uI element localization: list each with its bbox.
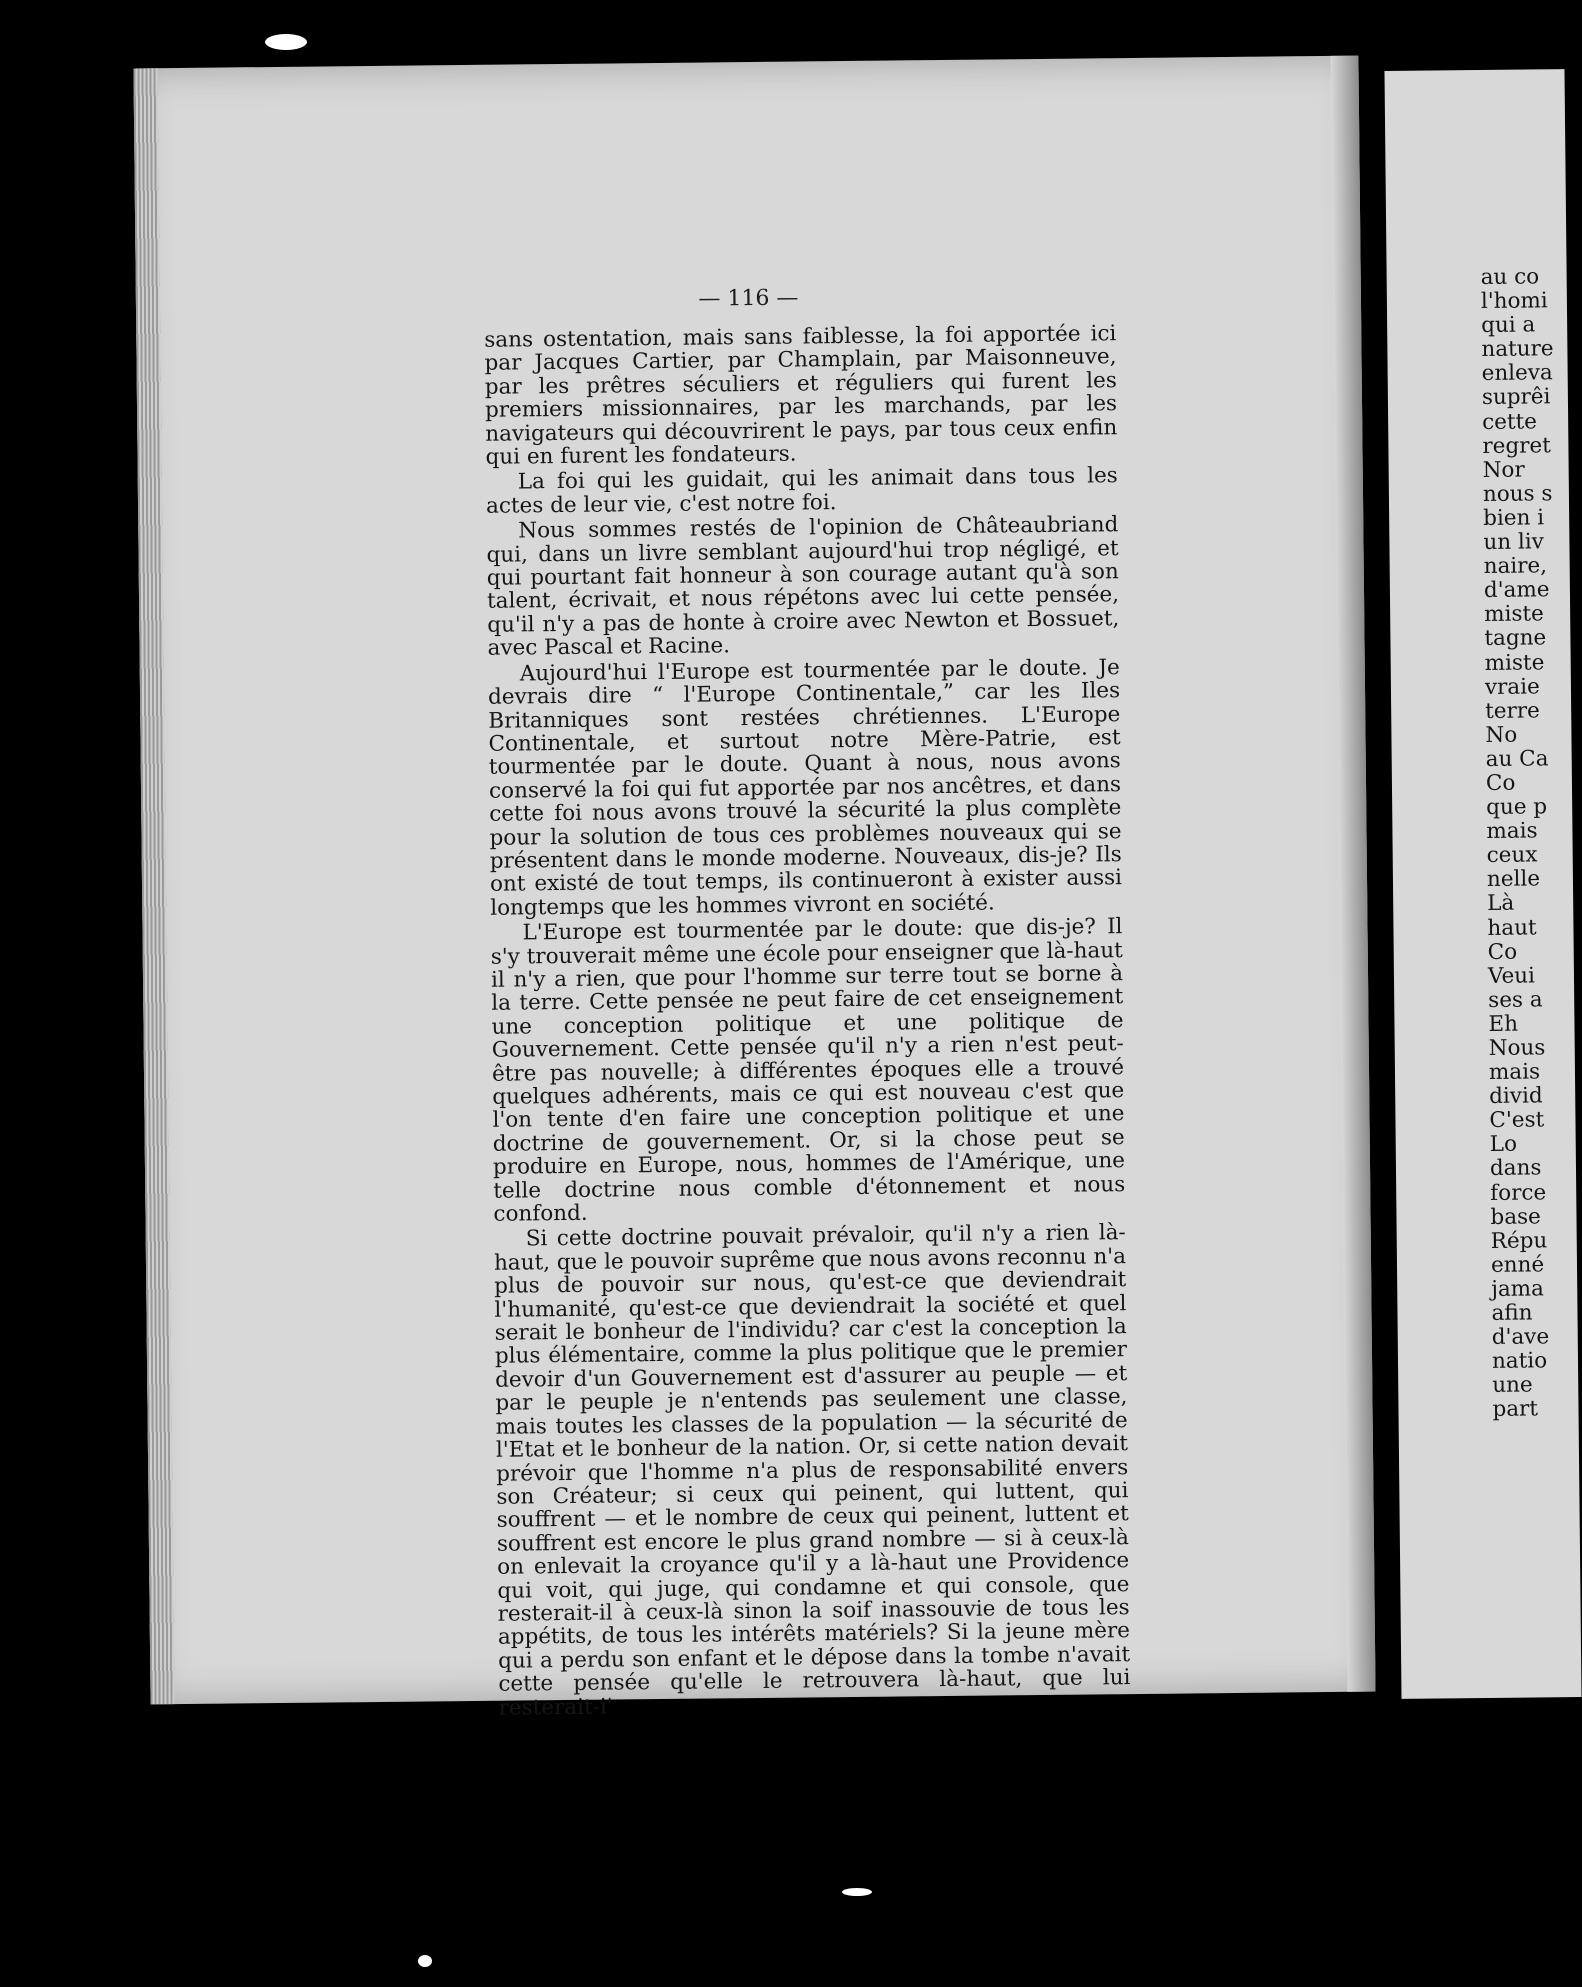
right-page-line: afin	[1491, 1300, 1533, 1326]
right-page-line: l'homi	[1480, 288, 1548, 315]
paragraph-6: Si cette doctrine pouvait prévaloir, qu'il n'y a rien là-haut, que le pouvoir suprême que nous avons reconnu n'a plus de pouvoir sur nous, qu'est-ce que deviendrait l'humanité, qu'est-ce que deviendrait la société et quel serait le bonheur de l'individu? car c'est la conception la plus élémentaire, comme la plus politique que le premier devoir d'un Gouvernement est d'assurer au peuple — et par le peuple je n'entends pas seulement une classe, mais toutes les classes de la population — la sécurité de l'Etat et le bonheur de la nation. Or, si cette nation devait prévoir que l'homme n'a plus de responsabilité envers son Créateur; si ceux qui peinent, qui luttent, qui souffrent — et le nombre de ceux qui peinent, luttent et souffrent est encore le plus grand nombre — si à ceux-là on enlevait la croyance qu'il y a là-haut une Providence qui voit, qui juge, qui condamne et qui console, que resterait-il à ceux-là sinon la soif inassouvie de tous les appétits, de tous les intérêts matériels? Si la jeune mère qui a perdu son enfant et le dépose dans la tombe n'avait cette pensée qu'elle le retrouvera là-haut, que lui resterait-i'	[493, 1220, 1131, 1721]
right-page-line: cette	[1482, 408, 1538, 435]
right-page-line: ceux	[1486, 842, 1538, 869]
right-page-line: dans	[1489, 1155, 1542, 1182]
right-page-line: force	[1490, 1179, 1547, 1206]
right-page-line: d'ame	[1483, 577, 1550, 604]
paragraph-1: sans ostentation, mais sans faiblesse, la foi apportée ici par Jacques Cartier, par Champlain, par Maisonneuve, par les prêtres séculiers et réguliers qui furent les premiers missionnaires, par les marchands, par les navigateurs qui découvrirent le pays, par tous ceux enfin qui en furent les fondateurs.	[484, 321, 1118, 470]
right-page-line: part	[1492, 1396, 1539, 1423]
right-page-line: mais	[1488, 1059, 1541, 1086]
right-page-line: tagne	[1484, 625, 1547, 652]
right-page-line: qui a	[1481, 312, 1536, 339]
paragraph-4: Aujourd'hui l'Europe est tourmentée par le doute. Je devrais dire “ l'Europe Continentale,” car les Iles Britanniques sont restées chrétiennes. L'Europe Continentale, et surtout notre Mère-Patrie, est tourmentée par le doute. Quant à nous, nous avons conservé la foi qui fut apportée par nos ancêtres, et dans cette foi nous avons trouvé la sécurité la plus complète pour la solution de tous ces problèmes nouveaux qui se présentent dans le monde moderne. Nouveaux, dis-je? Ils ont existé de tout temps, ils continueront à exister aussi longtemps que les hommes vivront en société.	[487, 654, 1123, 921]
right-page-line: vraie	[1484, 673, 1540, 700]
right-page-line: Co	[1487, 939, 1518, 965]
film-speck	[265, 34, 307, 50]
right-page-line: nelle	[1486, 866, 1541, 893]
right-page-line: natio	[1491, 1348, 1548, 1375]
right-page-line: mais	[1486, 818, 1538, 845]
body-text	[484, 322, 1131, 1720]
right-page-line: Nous	[1488, 1035, 1546, 1061]
right-page-line: ses a	[1488, 987, 1543, 1013]
paragraph-3: Nous sommes restés de l'opinion de Châteaubriand qui, dans un livre semblant aujourd'hui trop négligé, et qui pourtant fait honneur à son courage autant qu'à son talent, écrivait, et nous répétons avec lui cette pensée, qu'il n'y a pas de honte à croire avec Newton et Bossuet, avec Pascal et Racine.	[486, 512, 1120, 662]
paragraph-5: L'Europe est tourmentée par le doute: que dis-je? Il s'y trouverait même une école pour enseigner que là-haut il n'y a rien, que pour l'homme sur terre tout se borne à la terre. Cette pensée ne peut faire de cet enseignement une conception politique et une politique de Gouvernement. Cette pensée qu'il n'y a rien n'est peut-être pas nouvelle; à différentes époques elle a trouvé quelques adhérents, mais ce qui est nouveau c'est que l'on tente d'en faire une conception politique et une doctrine de gouvernement. Or, si la chose peut se produire en Europe, nous, hommes de l'Amérique, une telle doctrine nous comble d'étonnement et nous confond.	[490, 914, 1126, 1227]
right-page-line: base	[1490, 1204, 1541, 1230]
paragraph-2: La foi qui les guidait, qui les animait dans tous les actes de leur vie, c'est notre foi.	[485, 463, 1118, 519]
right-page	[1384, 69, 1581, 1699]
right-page-line: nous s	[1482, 481, 1553, 507]
right-page-line: divid	[1489, 1083, 1543, 1110]
right-page-line: naire,	[1483, 553, 1548, 580]
right-page-line: miste	[1484, 649, 1545, 676]
right-page-line: d'ave	[1491, 1324, 1550, 1351]
right-page-line: Veui	[1487, 963, 1536, 989]
right-page-line: au Ca	[1485, 746, 1549, 772]
left-page	[133, 56, 1375, 1721]
right-page-line: enné	[1490, 1252, 1545, 1278]
right-page-line: un liv	[1483, 529, 1544, 556]
page-number: — 116 —	[698, 285, 799, 312]
film-speck	[418, 1955, 432, 1967]
film-speck	[842, 1888, 872, 1896]
right-page-line: Nor	[1482, 457, 1525, 483]
right-page-line: terre	[1485, 698, 1540, 724]
right-page-text	[1481, 265, 1573, 1422]
right-page-line: Répu	[1490, 1228, 1548, 1254]
right-page-line: jama	[1491, 1276, 1545, 1302]
right-page-line: que p	[1486, 794, 1548, 821]
right-page-line: haut	[1487, 914, 1537, 941]
right-page-line: enleva	[1481, 360, 1553, 387]
right-page-line: suprêi	[1481, 384, 1551, 411]
right-page-line: regret	[1482, 432, 1551, 459]
right-page-line: au co	[1480, 264, 1540, 290]
right-page-line: Eh	[1488, 1011, 1519, 1037]
right-page-line: une	[1492, 1372, 1533, 1399]
right-page-line: Co	[1485, 770, 1516, 796]
right-page-line: miste	[1484, 601, 1544, 628]
right-page-line: bien i	[1483, 505, 1545, 531]
right-page-line: No	[1485, 722, 1518, 748]
right-page-line: Là	[1487, 891, 1515, 917]
right-page-line: nature	[1481, 336, 1554, 363]
right-page-line: C'est	[1489, 1107, 1545, 1134]
right-page-line: Lo	[1489, 1132, 1518, 1158]
